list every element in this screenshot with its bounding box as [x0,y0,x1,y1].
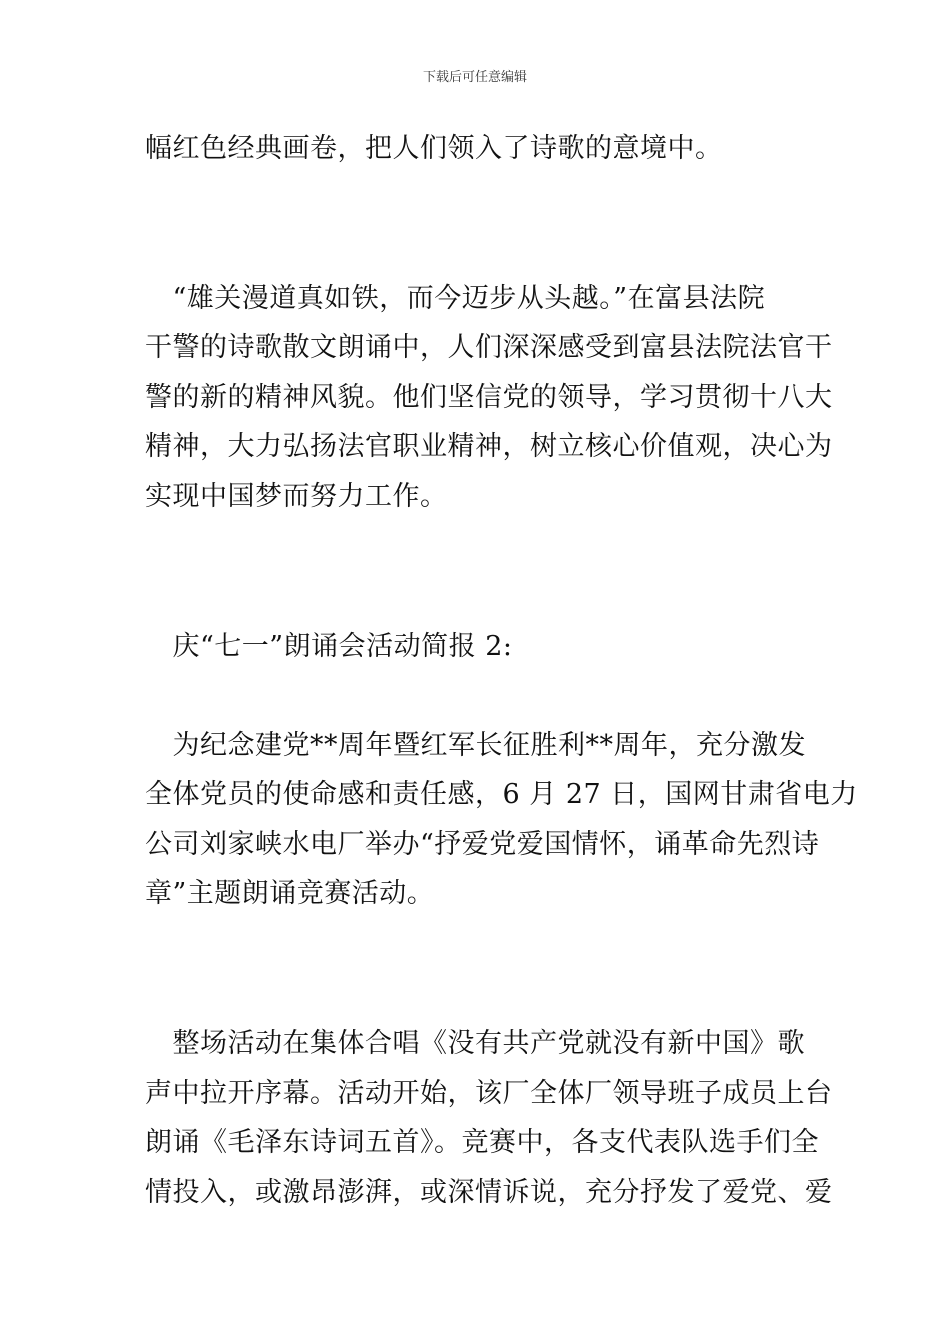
paragraph-4-line-2: 全体党员的使命感和责任感，6 月 27 日，国网甘肃省电力 [145,779,858,810]
paragraph-5-line-1: 整场活动在集体合唱《没有共产党就没有新中国》歌 [145,1028,805,1059]
paragraph-4-line-1: 为纪念建党**周年暨红军长征胜利**周年，充分激发 [145,730,806,761]
paragraph-5-line-2: 声中拉开序幕。活动开始，该厂全体厂领导班子成员上台 [145,1078,833,1109]
page-header: 下载后可任意编辑 [422,70,527,85]
paragraph-4-line-4: 章”主题朗诵竞赛活动。 [145,878,435,909]
paragraph-4-line-3: 公司刘家峡水电厂举办“抒爱党爱国情怀，诵革命先烈诗 [145,829,820,860]
paragraph-2-line-1: “雄关漫道真如铁，而今迈步从头越。”在富县法院 [145,283,766,314]
paragraph-2-line-2: 干警的诗歌散文朗诵中，人们深深感受到富县法院法官干 [145,332,833,363]
paragraph-5-line-3: 朗诵《毛泽东诗词五首》。竞赛中，各支代表队选手们全 [145,1127,819,1158]
section-heading: 庆“七一”朗诵会活动简报 2: [145,631,513,662]
paragraph-1-line-1: 幅红色经典画卷，把人们领入了诗歌的意境中。 [145,133,723,164]
paragraph-5-line-4: 情投入，或激昂澎湃，或深情诉说，充分抒发了爱党、爱 [145,1177,833,1208]
paragraph-2-line-4: 精神，大力弘扬法官职业精神，树立核心价值观，决心为 [145,431,833,462]
paragraph-2-line-5: 实现中国梦而努力工作。 [145,481,448,512]
paragraph-2-line-3: 警的新的精神风貌。他们坚信党的领导，学习贯彻十八大 [145,382,833,413]
